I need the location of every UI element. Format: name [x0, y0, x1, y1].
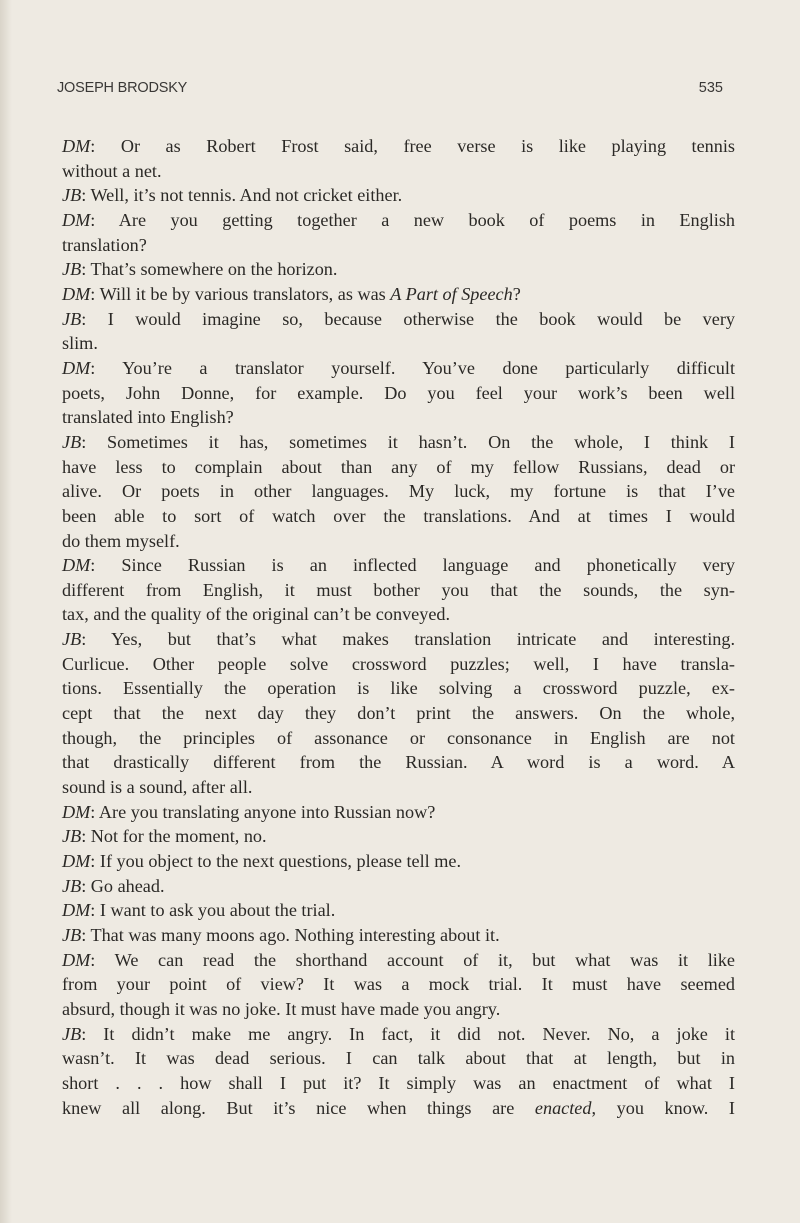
italic-text: DM [62, 136, 91, 156]
italic-text: DM [62, 949, 91, 970]
running-header [57, 80, 723, 100]
text-segment: do them myself. [62, 530, 180, 551]
text-segment: without a net. [62, 160, 162, 181]
text-line [62, 455, 735, 480]
text-line [62, 898, 735, 923]
italic-text: JB [62, 629, 82, 650]
italic-text: JB [62, 185, 82, 206]
italic-text: DM [62, 357, 91, 378]
text-line [62, 233, 735, 258]
text-segment: cept that the next day they don’t print the answers. On the whole, [62, 703, 735, 724]
text-segment: : It didn’t make me angry. In fact, it did not. Never. No, a joke it [81, 1023, 735, 1044]
text-line [62, 1096, 735, 1121]
text-segment: alive. Or poets in other languages. My luck, my fortune is that I’ve [62, 481, 735, 502]
text-segment: ? [512, 283, 521, 304]
text-line [62, 602, 735, 627]
text-segment: though, the principles of assonance or consonance in English are not [62, 727, 735, 748]
italic-text: JB [62, 431, 82, 452]
text-segment: absurd, though it was no joke. It must have made you angry. [62, 998, 501, 1019]
text-segment: : I want to ask you about the trial. [90, 900, 336, 921]
italic-text: enacted [534, 1097, 592, 1118]
text-segment: : That was many moons ago. Nothing interesting about it. [81, 925, 500, 945]
text-segment: that drastically different from the Russian. A word is a word. A [62, 752, 735, 773]
text-segment: tions. Essentially the operation is like solving a crossword puzzle, ex- [62, 678, 735, 699]
italic-text: JB [62, 308, 82, 329]
text-segment: been able to sort of watch over the translations. And at times I would [62, 505, 735, 526]
page-number: 535 [698, 80, 723, 96]
italic-text: DM [62, 801, 91, 822]
text-line [62, 159, 735, 184]
italic-text: JB [62, 925, 82, 945]
text-segment: , you know. I [591, 1097, 735, 1118]
text-segment: : Since Russian is an inflected language and phonetically very [90, 555, 735, 576]
text-line [62, 997, 735, 1022]
text-segment: : We can read the shorthand account of it, but what was it like [90, 949, 735, 970]
text-segment: : Will it be by various translators, as was [90, 283, 391, 304]
text-line [62, 578, 735, 603]
text-line [62, 183, 735, 208]
italic-text: DM [62, 900, 91, 921]
text-line [62, 405, 735, 430]
text-segment: : Sometimes it has, sometimes it hasn’t. On the whole, I think I [81, 431, 735, 452]
text-line [62, 134, 735, 159]
text-segment: : Or as Robert Frost said, free verse is like playing tennis [90, 136, 735, 156]
text-line [62, 627, 735, 652]
text-line [62, 948, 735, 973]
text-line [62, 529, 735, 554]
text-segment: wasn’t. It was dead serious. I can talk about that at length, but in [62, 1048, 735, 1069]
text-segment: translation? [62, 234, 147, 255]
italic-text: A Part of Speech [390, 283, 513, 304]
text-segment: : You’re a translator yourself. You’ve done particularly difficult [90, 357, 735, 378]
text-segment: : Yes, but that’s what makes translation intricate and interesting. [81, 629, 735, 650]
text-segment: slim. [62, 333, 98, 354]
text-segment: : Are you getting together a new book of poems in English [90, 209, 735, 230]
text-line [62, 356, 735, 381]
text-line [62, 257, 735, 282]
text-segment: different from English, it must bother you that the sounds, the syn- [62, 579, 735, 600]
text-line [62, 775, 735, 800]
text-segment: translated into English? [62, 407, 234, 428]
italic-text: JB [62, 259, 82, 280]
text-line [62, 381, 735, 406]
text-segment: tax, and the quality of the original can’t be conveyed. [62, 604, 451, 625]
text-segment: sound is a sound, after all. [62, 777, 253, 798]
text-line [62, 750, 735, 775]
text-line [62, 874, 735, 899]
page-gutter-shadow [0, 0, 12, 1223]
text-segment: : Go ahead. [81, 875, 165, 896]
text-line [62, 849, 735, 874]
text-line [62, 208, 735, 233]
text-segment: have less to complain about than any of my fellow Russians, dead or [62, 456, 735, 477]
text-line [62, 972, 735, 997]
text-line [62, 479, 735, 504]
text-segment: Curlicue. Other people solve crossword puzzles; well, I have transla- [62, 653, 735, 674]
text-line [62, 923, 735, 948]
running-head-title: JOSEPH BRODSKY [57, 80, 188, 96]
italic-text: DM [62, 209, 91, 230]
italic-text: JB [62, 875, 82, 896]
italic-text: JB [62, 826, 82, 847]
text-line [62, 800, 735, 825]
text-line [62, 824, 735, 849]
text-line [62, 726, 735, 751]
text-line [62, 1022, 735, 1047]
text-segment: : Are you translating anyone into Russian now? [90, 801, 436, 822]
italic-text: DM [62, 851, 91, 872]
italic-text: DM [62, 555, 91, 576]
text-segment: : Well, it’s not tennis. And not cricket either. [81, 185, 403, 206]
text-line [62, 701, 735, 726]
text-line [62, 553, 735, 578]
italic-text: JB [62, 1023, 82, 1044]
text-line [62, 331, 735, 356]
text-line [62, 307, 735, 332]
text-segment: : Not for the moment, no. [81, 826, 267, 847]
text-line [62, 652, 735, 677]
text-line [62, 1071, 735, 1096]
text-segment: : I would imagine so, because otherwise the book would be very [81, 308, 735, 329]
text-segment: short . . . how shall I put it? It simply was an enactment of what I [62, 1072, 735, 1093]
text-line [62, 282, 735, 307]
italic-text: DM [62, 283, 91, 304]
text-segment: knew all along. But it’s nice when things are [62, 1097, 535, 1118]
text-line [62, 676, 735, 701]
text-line [62, 1046, 735, 1071]
text-segment: from your point of view? It was a mock trial. It must have seemed [62, 974, 735, 995]
text-segment: : That’s somewhere on the horizon. [81, 259, 338, 280]
text-segment: poets, John Donne, for example. Do you feel your work’s been well [62, 382, 735, 403]
text-segment: : If you object to the next questions, please tell me. [90, 851, 462, 872]
text-line [62, 504, 735, 529]
interview-text [62, 134, 735, 1120]
text-line [62, 430, 735, 455]
